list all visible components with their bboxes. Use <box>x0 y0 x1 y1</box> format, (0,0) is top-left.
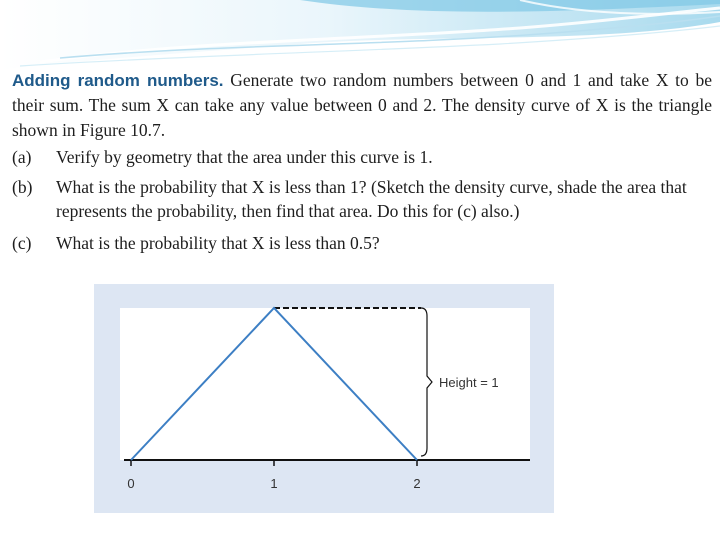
x-tick-label: 0 <box>127 476 135 491</box>
x-tick-label: 2 <box>413 476 421 491</box>
question-b <box>12 175 712 223</box>
density-curve-figure <box>94 284 554 513</box>
question-label: (a) <box>12 147 32 167</box>
question-label: (c) <box>12 233 32 253</box>
problem-title: Adding random numbers. <box>12 71 224 90</box>
question-label: (b) <box>12 177 33 197</box>
question-text: What is the probability that X is less than 1? (Sketch the density curve, shade the area that represents the probability, then find that area. Do this for (c) also.) <box>56 177 687 221</box>
problem-text <box>12 68 712 255</box>
x-tick-label: 1 <box>270 476 278 491</box>
question-c <box>12 231 712 255</box>
question-text: Verify by geometry that the area under this curve is 1. <box>56 147 433 167</box>
density-curve-chart <box>94 284 554 513</box>
problem-intro <box>12 68 712 143</box>
height-annotation: Height = 1 <box>439 375 499 390</box>
question-a <box>12 145 712 169</box>
problem-body: Generate two random numbers between 0 and 1 and take X to be their sum. The sum X can take any value between 0 and 2. The density curve of X is the triangle shown in Figure 10.7. <box>12 70 712 140</box>
question-text: What is the probability that X is less than 0.5? <box>56 233 380 253</box>
